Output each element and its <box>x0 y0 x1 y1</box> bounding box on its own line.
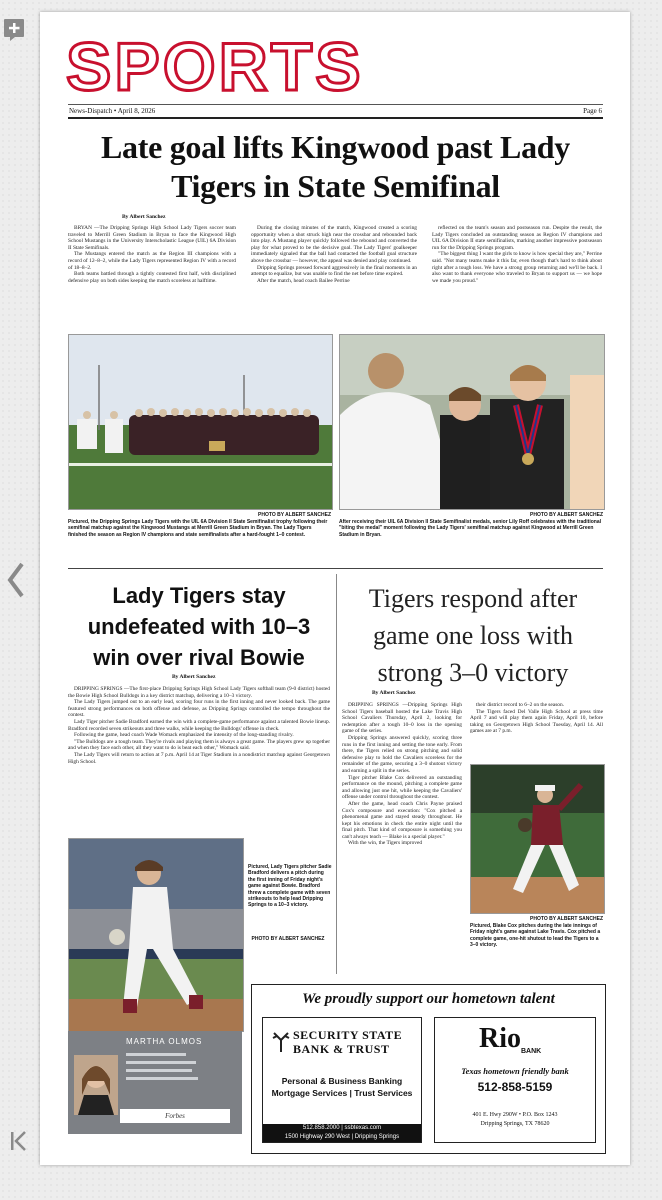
sst-name-2: BANK & TRUST <box>293 1042 390 1056</box>
antler-icon <box>271 1030 291 1052</box>
baseball-photo <box>470 764 605 914</box>
softball-credit: PHOTO BY ALBERT SANCHEZ <box>251 936 325 942</box>
team-photo-image <box>69 335 332 509</box>
story3-column-1 <box>342 702 462 847</box>
paragraph: With the win, the Tigers improved <box>348 840 423 847</box>
story1-headline: Late goal lifts Kingwood past Lady Tigers in State Semifinal <box>101 129 570 204</box>
paragraph: reflected on the team's season and postseason run. Despite the result, the Lady Tigers concluded an outstanding season as Region IV champions and UIL 6A Division II state semifinalists, marking another impressive postseason run for the Dripping Springs program. <box>432 225 602 251</box>
story3-column-2 <box>470 702 603 735</box>
paragraph: DRIPPING SPRINGS —Dripping Springs High School Tigers baseball hosted the Lake Travis High School Cavaliers Thursday, April 2, looking for redemption after a tough 10–0 loss in the opening game of the series. <box>342 702 462 735</box>
agent-name: MARTHA OLMOS <box>126 1037 203 1046</box>
story1-column-2 <box>251 225 417 284</box>
chevron-left-icon[interactable] <box>4 560 28 600</box>
sst-address: 1500 Highway 290 West | Dripping Springs <box>284 1134 400 1140</box>
story1-column-1 <box>68 225 236 284</box>
paragraph: "The Bulldogs are a tough team. They're rivals and playing them is always a great game. The players grew up together and when they face each other, all they want to do is beat each other," Womack said. <box>68 738 330 752</box>
sponsor-ad <box>251 984 606 1154</box>
add-page-icon[interactable] <box>2 16 28 42</box>
paragraph: Dripping Springs pressed forward aggressively in the final moments in an attempt to equalize, but was unable to find the net before time expired. <box>251 264 417 278</box>
baseball-credit: PHOTO BY ALBERT SANCHEZ <box>530 916 603 922</box>
photo1-caption: Pictured, the Dripping Springs Lady Tigers with the UIL 6A Division II State Semifinalist trophy following their semifinal matchup against the Kingwood Mustangs at Merrill Green Stadium in Bryan. The Lady Tigers finished the season as Region IV champions and state semifinalists after a hard-fought 1–0 contest. <box>68 519 328 538</box>
agent-detail <box>126 1077 198 1080</box>
team-photo <box>68 334 333 510</box>
column-divider <box>336 574 337 974</box>
story1-byline: By Albert Sanchez <box>122 214 166 220</box>
sst-service-1: Personal & Business Banking <box>281 1076 403 1086</box>
sponsor-banner: We proudly support our hometown talent <box>302 991 555 1007</box>
story2-headline: Lady Tigers stay undefeated with 10–3 win over rival Bowie <box>87 583 311 670</box>
rio-logo: Rio <box>479 1023 521 1054</box>
rio-phone: 512-858-5159 <box>477 1080 553 1094</box>
section-divider <box>68 568 603 569</box>
newspaper-page <box>40 12 630 1165</box>
paragraph: After the match, head coach Bailee Perrine <box>257 277 350 284</box>
baseball-caption: Pictured, Blake Cox pitches during the late innings of Friday night's game against Lake Travis. Cox pitched a complete game, one-hit shutout to lead the Tigers to a 3–0 victory. <box>470 923 601 949</box>
real-estate-ad <box>68 1031 242 1134</box>
paragraph: "The biggest thing I want the girls to know is how special they are," Perrine said. "Not many teams make it this far, even though that's hard to think about right after a tough loss. We have a strong group returning and we'll be back. I also want to thank everyone who traveled to Bryan to support us — we hope we made you proud." <box>432 251 602 284</box>
photo2-credit: PHOTO BY ALBERT SANCHEZ <box>530 512 603 518</box>
medal-photo-image <box>340 335 604 509</box>
agent-detail <box>126 1053 186 1056</box>
photo1-credit: PHOTO BY ALBERT SANCHEZ <box>258 512 331 518</box>
sst-contact: 512.858.2000 | ssbtexas.com <box>302 1125 382 1131</box>
baseball-photo-image <box>471 765 604 913</box>
sst-name-1: SECURITY STATE <box>293 1028 403 1042</box>
sst-service-2: Mortgage Services | Trust Services <box>271 1088 413 1098</box>
paragraph: DRIPPING SPRINGS —The first-place Dripping Springs High School Lady Tigers softball team (9-0 district) hosted the Bowie High School Bulldogs in a key district matchup, delivering a 10–3 victory. <box>68 686 330 699</box>
page-number: Page 6 <box>583 107 602 115</box>
paragraph: The Lady Tigers will return to action at 7 p.m. April 14 at Tiger Stadium in a nondistrict matchup against Georgetown High School. <box>68 751 330 765</box>
rio-tagline: Texas hometown friendly bank <box>461 1066 569 1076</box>
agent-detail <box>126 1061 196 1064</box>
paragraph: After the game, head coach Chris Payne praised Cox's composure and execution: "Cox pitched a phenomenal game and stayed steady throughout. He kept his emotions in check the entire night until the final pitch. That kind of composure is something you can't always teach — Blake is a special player." <box>342 800 462 840</box>
story1-column-3 <box>432 225 602 284</box>
paragraph: Lady Tiger pitcher Sadie Bradford earned the win with a complete-game performance against a talented Bowie lineup. Bradford recorded seven strikeouts and three walks, while keeping the Bulldogs' offense in check. <box>68 718 330 732</box>
paragraph: Following the game, head coach Wade Womack emphasized the intensity of the long-standing rivalry. <box>74 732 294 739</box>
dateline <box>68 104 603 119</box>
forbes-badge: Forbes <box>120 1109 230 1123</box>
agent-photo <box>74 1055 118 1115</box>
medal-photo <box>339 334 605 510</box>
paragraph: Dripping Springs answered quickly, scoring three runs in the first inning and setting the tone early. From there, the Tigers relied on strong pitching and solid defensive play to hold the Cavaliers scoreless for the remainder of the game, securing a 3–0 shutout victory and earning a split in the series. <box>342 734 462 774</box>
softball-caption: Pictured, Lady Tigers pitcher Sadie Bradford delivers a pitch during the first inning of Friday night's game against Bowie. Bradford threw a complete game with seven strikeouts to help lead Dripping Springs to a 10–3 victory. <box>248 864 332 909</box>
story3-headline: Tigers respond after game one loss with strong 3–0 victory <box>368 584 578 687</box>
softball-photo-image <box>69 839 243 1031</box>
photo2-caption: After receiving their UIL 6A Division II State Semifinalist medals, senior Lily Roff celebrates with the traditional "biting the medal" moment following the Lady Tigers' semifinal matchup against Kingwood at Merrill Green Stadium in Bryan. <box>339 519 602 538</box>
story2-byline: By Albert Sanchez <box>172 674 216 680</box>
paragraph: Both teams battled through a tightly contested first half, with disciplined defensive play on both sides keeping the match scoreless at halftime. <box>68 271 236 284</box>
agent-detail <box>126 1069 192 1072</box>
paragraph: Tiger pitcher Blake Cox delivered an outstanding performance on the mound, pitching a complete game and allowing just one hit, while keeping the Cavaliers' offense under control throughout the contest. <box>342 774 462 801</box>
sst-footer <box>263 1124 421 1142</box>
paragraph: their district record to 6–2 on the season. <box>476 702 565 708</box>
softball-photo <box>68 838 244 1032</box>
paragraph: The Tigers faced Del Valle High School at press time April 7 and will play them again Friday, April 10, before taking on Georgetown High School Tuesday, April 14. All games are at 7 p.m. <box>470 708 603 735</box>
story3-byline: By Albert Sanchez <box>372 690 416 696</box>
masthead-title: SPORTS <box>66 29 364 105</box>
paragraph: The Lady Tigers jumped out to an early lead, scoring four runs in the first inning and never looked back. The game featured strong performances on both offense and defense, as Dripping Springs controlled the tempo throughout the contest. <box>68 699 330 719</box>
paragraph: The Mustangs entered the match as the Region III champions with a record of 12–8–2, while the Lady Tigers represented Region IV with a record of 18–8–2. <box>68 251 236 271</box>
paragraph: BRYAN —The Dripping Springs High School Lady Tigers soccer team traveled to Merrill Green Stadium in Bryan to face the Kingwood High School Mustangs in the University Interscholastic League (UIL) 6A Division II State Semifinals. <box>68 225 236 251</box>
rio-address-1: 401 E. Hwy 290W • P.O. Box 1243 <box>472 1112 558 1118</box>
security-state-ad <box>262 1017 422 1143</box>
rio-logo-bank: BANK <box>521 1048 542 1055</box>
rio-address-2: Dripping Springs, TX 78620 <box>480 1121 550 1127</box>
publication-date: News-Dispatch • April 8, 2026 <box>69 107 156 115</box>
story2-body <box>68 686 330 765</box>
rio-bank-ad <box>434 1017 596 1143</box>
first-page-icon[interactable] <box>8 1128 30 1154</box>
paragraph: During the closing minutes of the match, Kingwood created a scoring opportunity when a shot struck high near the crossbar and rebounded back into play. A Mustang player quickly followed the rebound and converted the play for what proved to be the decisive goal. The Lady Tigers' goalkeeper immediately signaled that the ball had contacted the football goal structure above the crossbar — however, the appeal was denied and play continued. <box>251 225 417 264</box>
